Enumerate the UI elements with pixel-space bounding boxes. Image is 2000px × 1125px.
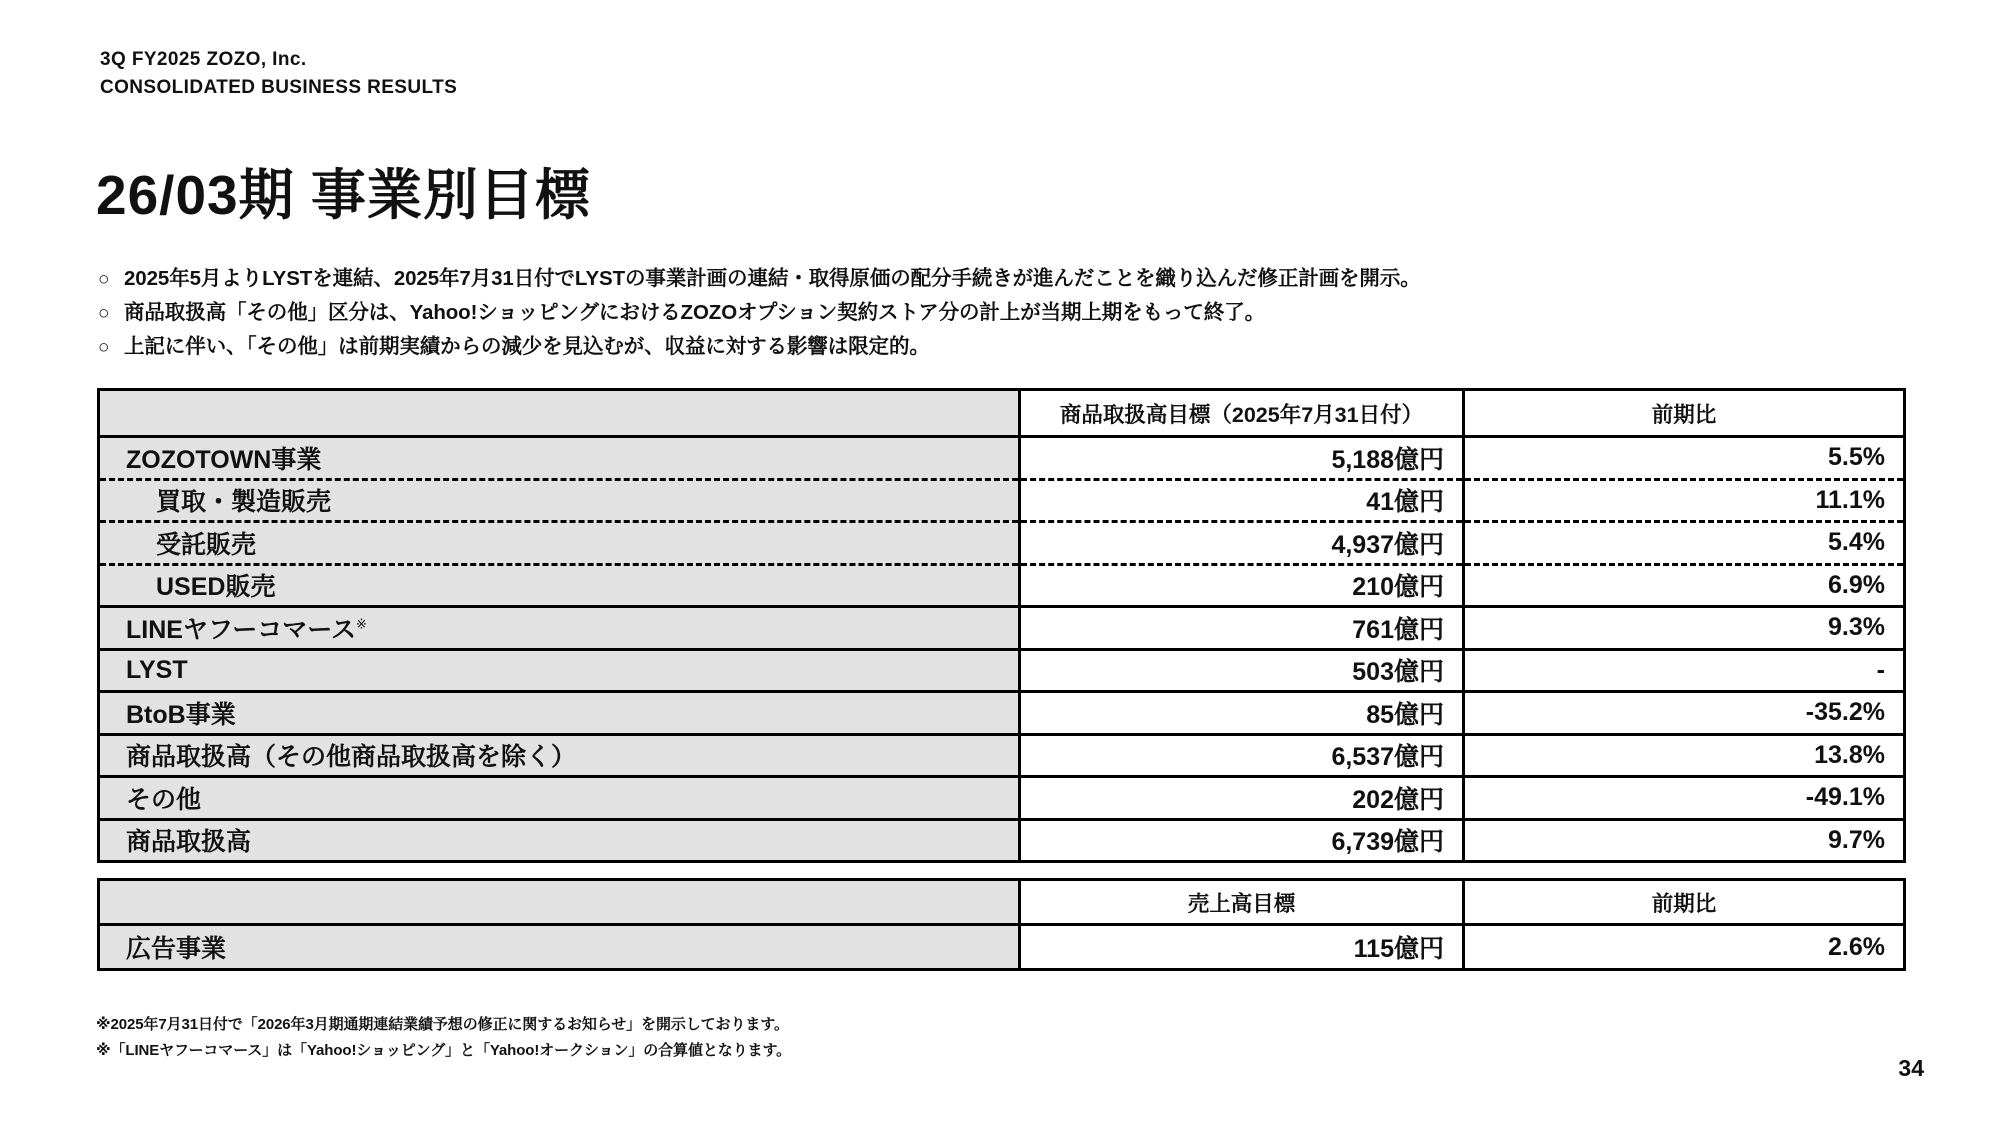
row-yoy-cell: 2.6% — [1464, 925, 1905, 970]
row-value-cell: 115億円 — [1020, 925, 1464, 970]
row-label: LINEヤフーコマース — [126, 615, 356, 644]
row-yoy-cell: 9.3% — [1464, 607, 1905, 650]
row-label-cell — [99, 819, 1020, 862]
bullet-list — [98, 262, 1421, 363]
table2-header-row — [99, 880, 1905, 925]
bullet-item — [98, 330, 1421, 364]
table-row — [99, 925, 1905, 970]
row-label: 商品取扱高 — [126, 828, 252, 857]
slide-header — [100, 46, 457, 101]
table-row — [99, 819, 1905, 862]
table-header-row — [99, 390, 1905, 437]
table-row — [99, 564, 1905, 607]
row-label-cell — [99, 437, 1020, 480]
bullet-text: 2025年5月よりLYSTを連結、2025年7月31日付でLYSTの事業計画の連結・取得原価の配分手続きが進んだことを織り込んだ修正計画を開示。 — [124, 267, 1421, 290]
row-label-cell — [99, 607, 1020, 650]
row-label-cell — [99, 777, 1020, 820]
row-label: ZOZOTOWN事業 — [126, 445, 322, 474]
table2-body — [99, 925, 1905, 970]
row-value-cell: 41億円 — [1020, 479, 1464, 522]
page-title: 26/03期 事業別目標 — [96, 164, 591, 226]
row-value-cell: 6,739億円 — [1020, 819, 1464, 862]
row-label: その他 — [126, 785, 202, 814]
row-value-cell: 210億円 — [1020, 564, 1464, 607]
table-row — [99, 479, 1905, 522]
header2-cell-label — [99, 880, 1020, 925]
table-row — [99, 437, 1905, 480]
bullet-text: 上記に伴い、「その他」は前期実績からの減少を見込むが、収益に対する影響は限定的。 — [124, 334, 930, 358]
table-row — [99, 777, 1905, 820]
header-cell-yoy: 前期比 — [1464, 390, 1905, 437]
row-label-cell — [99, 564, 1020, 607]
row-label-cell — [99, 649, 1020, 692]
row-value-cell: 4,937億円 — [1020, 522, 1464, 565]
header-line-1: 3Q FY2025 ZOZO, Inc. — [100, 49, 307, 70]
footnote-marker: ※ — [355, 616, 367, 632]
footnote-list — [96, 1012, 791, 1064]
row-label: BtoB事業 — [126, 700, 236, 729]
circle-bullet-icon: ○ — [98, 336, 110, 358]
table-row — [99, 734, 1905, 777]
row-label: 商品取扱高（その他商品取扱高を除く） — [126, 743, 577, 772]
table-row — [99, 649, 1905, 692]
bullet-item — [98, 296, 1421, 330]
circle-bullet-icon: ○ — [98, 269, 110, 290]
row-yoy-cell: - — [1464, 649, 1905, 692]
row-label-cell — [99, 692, 1020, 735]
row-label-cell — [99, 925, 1020, 970]
row-label: USED販売 — [156, 573, 276, 602]
row-yoy-cell: -35.2% — [1464, 692, 1905, 735]
bullet-item — [98, 262, 1421, 296]
header-line-2: CONSOLIDATED BUSINESS RESULTS — [100, 76, 458, 98]
row-label-cell — [99, 522, 1020, 565]
footnote-text: ※2025年7月31日付で「2026年3月期通期連結業績予想の修正に関するお知らせ」を開示しております。 — [96, 1016, 789, 1033]
row-yoy-cell: 5.4% — [1464, 522, 1905, 565]
row-label: 買取・製造販売 — [156, 488, 332, 517]
row-label: 受託販売 — [156, 530, 257, 559]
advertising-target-table — [97, 878, 1906, 971]
header-cell-label — [99, 390, 1020, 437]
header2-cell-yoy: 前期比 — [1464, 880, 1905, 925]
row-yoy-cell: 6.9% — [1464, 564, 1905, 607]
footnote-text: ※「LINEヤフーコマース」は「Yahoo!ショッピング」と「Yahoo!オークション」の合算値となります。 — [96, 1041, 792, 1059]
row-yoy-cell: 11.1% — [1464, 479, 1905, 522]
table-row — [99, 522, 1905, 565]
row-label: LYST — [126, 655, 188, 684]
header2-cell-revenue-target: 売上高目標 — [1020, 880, 1464, 925]
header-cell-gmv-target: 商品取扱高目標（2025年7月31日付） — [1020, 390, 1464, 437]
bullet-text: 商品取扱高「その他」区分は、Yahoo!ショッピングにおけるZOZOオプション契約ストア分の計上が当期上期をもって終了。 — [124, 300, 1265, 324]
row-label-cell — [99, 479, 1020, 522]
row-value-cell: 6,537億円 — [1020, 734, 1464, 777]
table-row — [99, 692, 1905, 735]
row-value-cell: 202億円 — [1020, 777, 1464, 820]
table-row — [99, 607, 1905, 650]
row-yoy-cell: 9.7% — [1464, 819, 1905, 862]
row-value-cell: 5,188億円 — [1020, 437, 1464, 480]
row-yoy-cell: 5.5% — [1464, 437, 1905, 480]
row-value-cell: 85億円 — [1020, 692, 1464, 735]
row-yoy-cell: 13.8% — [1464, 734, 1905, 777]
row-value-cell: 503億円 — [1020, 649, 1464, 692]
table-body — [99, 437, 1905, 862]
row-label: 広告事業 — [126, 935, 227, 963]
row-label-cell — [99, 734, 1020, 777]
business-targets-table — [97, 388, 1906, 863]
row-value-cell: 761億円 — [1020, 607, 1464, 650]
row-yoy-cell: -49.1% — [1464, 777, 1905, 820]
page-number: 34 — [1898, 1055, 1924, 1081]
circle-bullet-icon: ○ — [98, 302, 110, 324]
